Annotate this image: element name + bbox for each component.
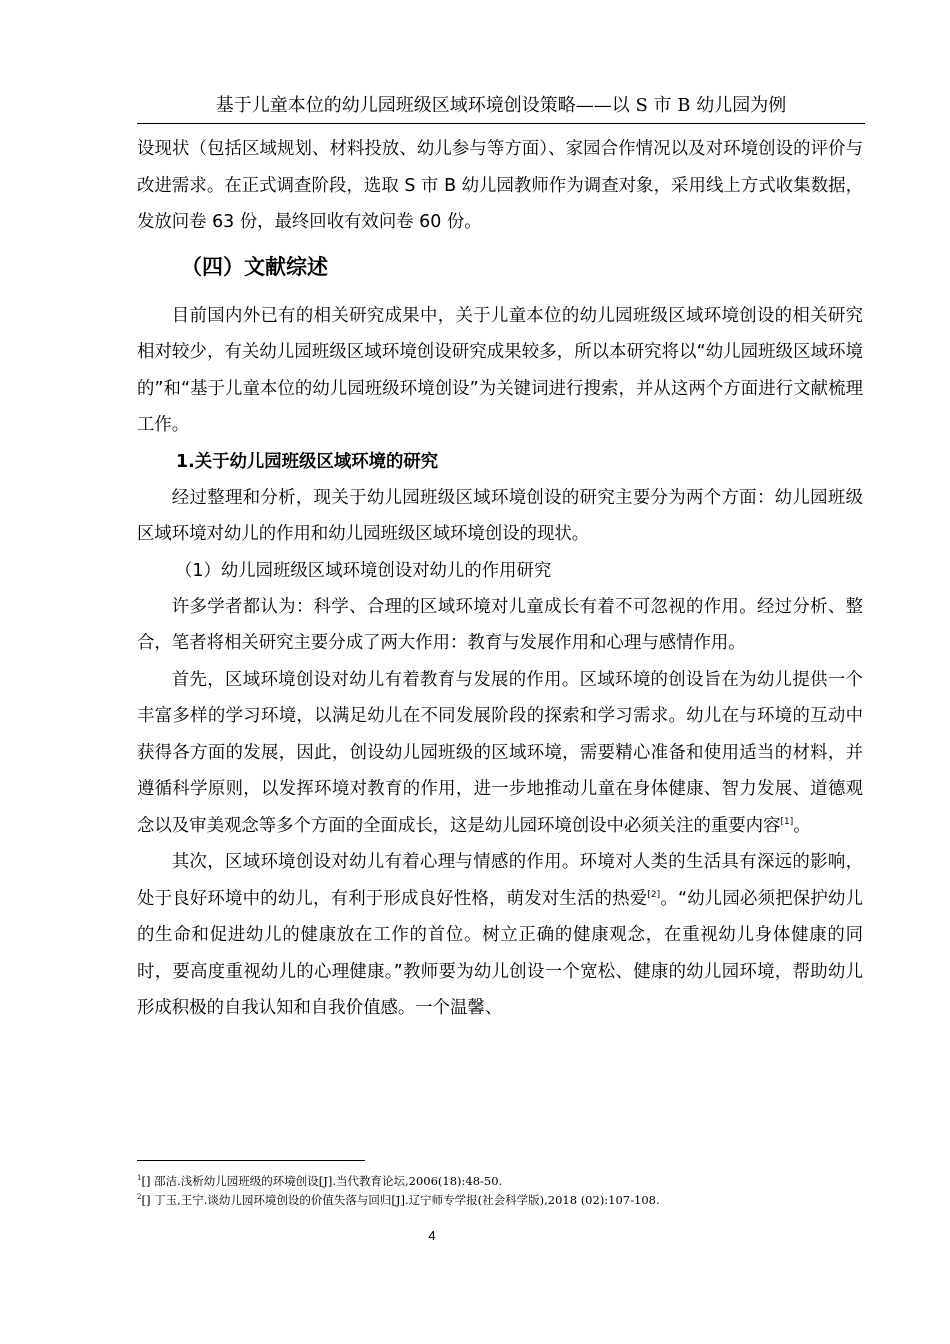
- body-text: [137, 131, 863, 1027]
- sub-subheading: （1）幼儿园班级区域环境创设对幼儿的作用研究: [175, 560, 552, 581]
- footnote-mark: 2: [137, 1193, 142, 1201]
- paragraph-survey: 设现状（包括区域规划、材料投放、幼儿参与等方面）、家园合作情况以及对环境创设的评价与改进需求。在正式调查阶段，选取 S 市 B 幼儿园教师作为调查对象，采用线上方式收集数据，发放问卷 63 份，最终回收有效问卷 60 份。: [137, 139, 863, 232]
- paragraph-intro: 目前国内外已有的相关研究成果中，关于儿童本位的幼儿园班级区域环境创设的相关研究相对较少，有关幼儿园班级区域环境创设研究成果较多，所以本研究将以“幼儿园班级区域环境的”和“基于儿童本位的幼儿园班级环境创设”为关键词进行搜索，并从这两个方面进行文献梳理工作。: [137, 305, 863, 435]
- footnote-text: [] 邵洁.浅析幼儿园班级的环境创设[J].当代教育论坛,2006(18):48-50.: [141, 1174, 503, 1188]
- header-rule: [137, 123, 865, 124]
- footnotes: [137, 1172, 863, 1210]
- footnote-rule: [137, 1160, 365, 1161]
- paragraph-text: 首先，区域环境创设对幼儿有着教育与发展的作用。区域环境的创设旨在为幼儿提供一个丰富多样的学习环境，以满足幼儿在不同发展阶段的探索和学习需求。幼儿在与环境的互动中获得各方面的发展，因此，创设幼儿园班级的区域环境，需要精心准备和使用适当的材料，并遵循科学原则，以发挥环境对教育的作用，进一步地推动儿童在身体健康、智力发展、道德观念以及审美观念等多个方面的全面成长，这是幼儿园环境创设中必须关注的重要内容: [137, 669, 863, 836]
- citation-1: [1]: [780, 816, 794, 827]
- paragraph-analysis: 经过整理和分析，现关于幼儿园班级区域环境创设的研究主要分为两个方面：幼儿园班级区域环境对幼儿的作用和幼儿园班级区域环境创设的现状。: [137, 487, 863, 544]
- paragraph-education-role: [137, 662, 863, 845]
- footnote-text: [] 丁玉,王宁.谈幼儿园环境创设的价值失落与回归[J].辽宁师专学报(社会科学版),2018 (02):107-108.: [141, 1193, 660, 1207]
- paragraph-text-continued: 。“幼儿园必须把保护幼儿的生命和促进幼儿的健康放在工作的首位。树立正确的健康观念，在重视幼儿身体健康的同时，要高度重视幼儿的心理健康。”教师要为幼儿创设一个宽松、健康的幼儿园环境，帮助幼儿形成积极的自我认知和自我价值感。一个温馨、: [137, 888, 863, 1018]
- paragraph-end: 。: [793, 815, 811, 836]
- paragraph-psychology-role: [137, 844, 863, 1027]
- section-heading: （四）文献综述: [181, 254, 328, 279]
- footnote-mark: 1: [137, 1174, 142, 1182]
- page-number: 4: [428, 1228, 436, 1243]
- paragraph-scholars: 许多学者都认为：科学、合理的区域环境对儿童成长有着不可忽视的作用。经过分析、整合，笔者将相关研究主要分成了两大作用：教育与发展作用和心理与感情作用。: [137, 596, 863, 653]
- footnote-1: [137, 1172, 863, 1191]
- citation-2: [2]: [647, 889, 661, 900]
- subheading: 1.关于幼儿园班级区域环境的研究: [176, 451, 439, 472]
- footnote-2: [137, 1191, 863, 1210]
- running-header: 基于儿童本位的幼儿园班级区域环境创设策略——以 S 市 B 幼儿园为例: [215, 95, 787, 116]
- paragraph-text: 其次，区域环境创设对幼儿有着心理与情感的作用。环境对人类的生活具有深远的影响，处于良好环境中的幼儿，有利于形成良好性格，萌发对生活的热爱: [137, 852, 863, 909]
